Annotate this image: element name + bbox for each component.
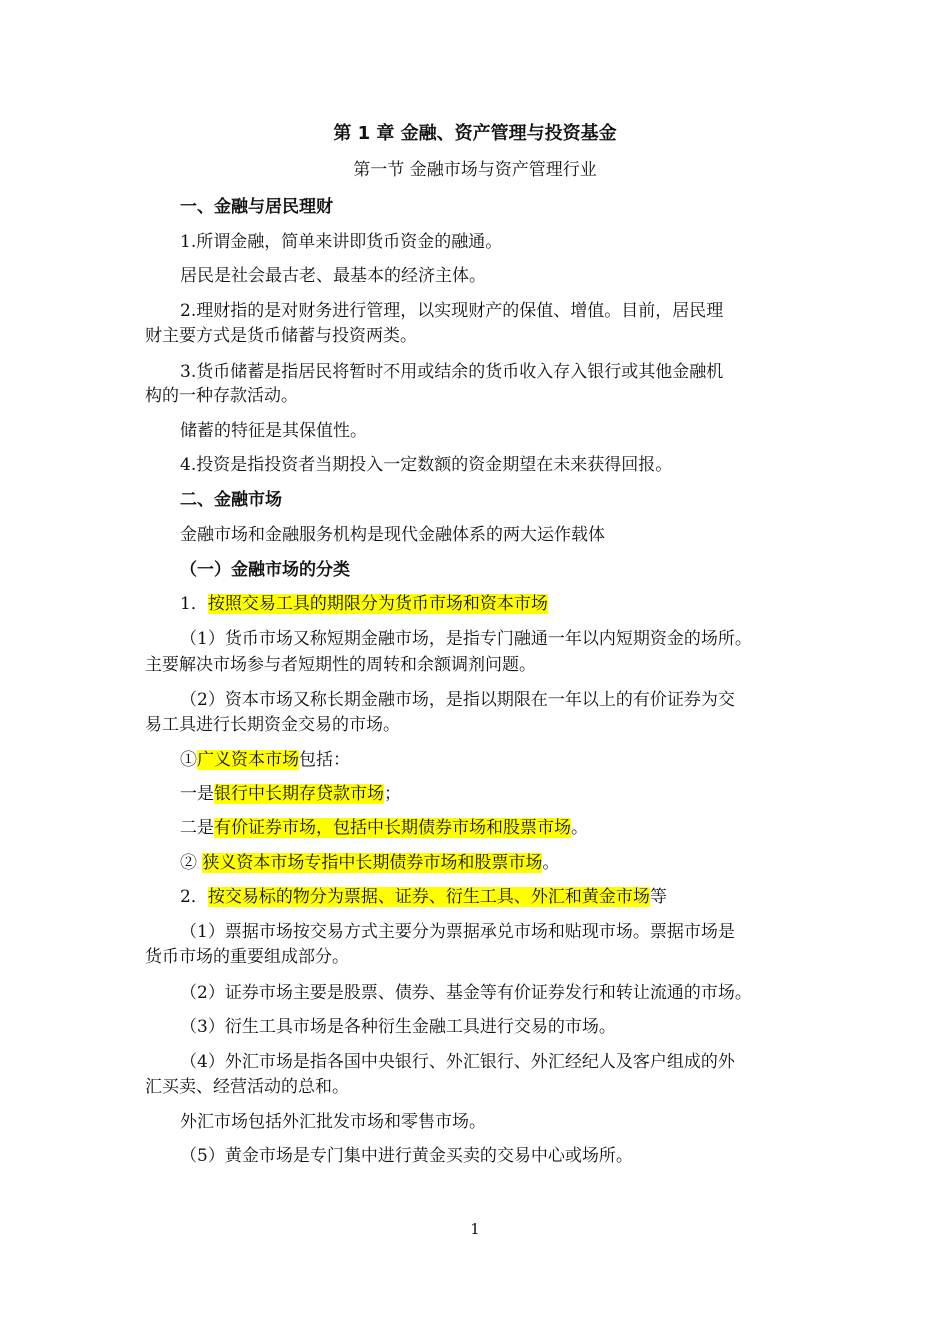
- text: ；: [384, 784, 401, 804]
- text: 。: [542, 853, 560, 873]
- heading-3: （一）金融市场的分类: [180, 560, 350, 580]
- paragraph: 3.货币储蓄是指居民将暂时不用或结余的货币收入存入银行或其他金融机: [180, 362, 724, 382]
- number: 2．: [180, 887, 208, 907]
- highlighted-text: 广义资本市场: [197, 750, 299, 770]
- paragraph: 4.投资是指投资者当期投入一定数额的资金期望在未来获得回报。: [180, 455, 673, 475]
- heading-1: 一、金融与居民理财: [180, 197, 333, 217]
- paragraph: 汇买卖、经营活动的总和。: [145, 1077, 349, 1097]
- paragraph: （4）外汇市场是指各国中央银行、外汇银行、外汇经纪人及客户组成的外: [180, 1052, 735, 1072]
- page-number: 1: [470, 1220, 480, 1238]
- heading-2: 二、金融市场: [180, 490, 282, 510]
- paragraph: 金融市场和金融服务机构是现代金融体系的两大运作载体: [180, 525, 605, 545]
- paragraph: （2）证券市场主要是股票、债券、基金等有价证券发行和转让流通的市场。: [180, 983, 752, 1003]
- marker: ②: [180, 853, 203, 873]
- paragraph: （1）货币市场又称短期金融市场，是指专门融通一年以内短期资金的场所。: [180, 629, 752, 649]
- paragraph: 储蓄的特征是其保值性。: [180, 421, 367, 441]
- paragraph: 居民是社会最古老、最基本的经济主体。: [180, 266, 486, 286]
- paragraph: 货币市场的重要组成部分。: [145, 947, 349, 967]
- text: 等: [649, 887, 667, 907]
- highlighted-text: 有价证券市场，包括中长期债券市场和股票市场: [214, 818, 571, 838]
- list-item: [180, 818, 825, 838]
- paragraph: （2）资本市场又称长期金融市场，是指以期限在一年以上的有价证券为交: [180, 690, 735, 710]
- text: 一是: [180, 784, 214, 804]
- highlighted-text: 狭义资本市场专指中长期债券市场和股票市场: [202, 853, 543, 873]
- chapter-title: 第 1 章 金融、资产管理与投资基金: [333, 123, 617, 144]
- paragraph: （1）票据市场按交易方式主要分为票据承兑市场和贴现市场。票据市场是: [180, 922, 735, 942]
- section-subtitle: 第一节 金融市场与资产管理行业: [353, 160, 597, 180]
- highlighted-text: 按交易标的物分为票据、证券、衍生工具、外汇和黄金市场: [207, 887, 650, 907]
- paragraph: 构的一种存款活动。: [145, 386, 298, 406]
- text: 二是: [180, 818, 214, 838]
- paragraph: 外汇市场包括外汇批发市场和零售市场。: [180, 1112, 486, 1132]
- text: 。: [571, 818, 588, 838]
- highlighted-text: 按照交易工具的期限分为货币市场和资本市场: [207, 594, 548, 614]
- text: 包括：: [299, 750, 350, 770]
- paragraph: 易工具进行长期资金交易的市场。: [145, 715, 400, 735]
- marker: ①: [180, 750, 197, 770]
- list-item: [180, 784, 825, 804]
- subheading-1: [180, 594, 825, 614]
- paragraph: 主要解决市场参与者短期性的周转和余额调剂问题。: [145, 655, 536, 675]
- highlighted-text: 银行中长期存贷款市场: [214, 784, 384, 804]
- subheading-2: [180, 887, 825, 907]
- paragraph: 1.所谓金融，简单来讲即货币资金的融通。: [180, 232, 503, 252]
- paragraph: 2.理财指的是对财务进行管理，以实现财产的保值、增值。目前，居民理: [180, 301, 724, 321]
- list-item: [180, 853, 825, 873]
- number: 1．: [180, 594, 208, 614]
- paragraph: （5）黄金市场是专门集中进行黄金买卖的交易中心或场所。: [180, 1146, 633, 1166]
- list-item: [180, 750, 825, 770]
- paragraph: （3）衍生工具市场是各种衍生金融工具进行交易的市场。: [180, 1017, 616, 1037]
- paragraph: 财主要方式是货币储蓄与投资两类。: [145, 326, 417, 346]
